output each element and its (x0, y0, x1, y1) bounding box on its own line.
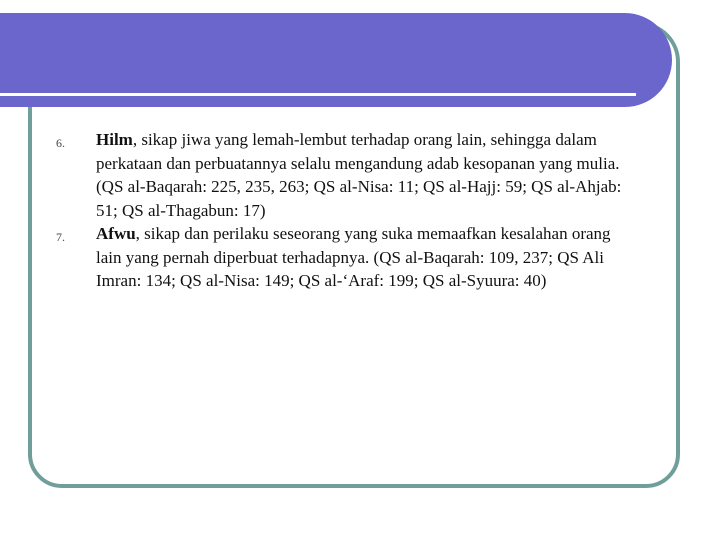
banner-underline (0, 93, 636, 96)
item-text (96, 222, 662, 293)
item-text (96, 128, 662, 222)
list-item (52, 128, 662, 222)
item-number: 7. (56, 230, 65, 244)
item-body: , sikap dan perilaku seseorang yang suka memaafkan kesalahan orang lain yang pernah diperbuat terhadapnya. (QS al-Baqarah: 109, 237; QS Ali Imran: 134; QS al-Nisa: 149; QS al-‘Araf: 199; QS al-Syuura: 40) (96, 224, 611, 290)
slide-content (52, 128, 662, 293)
list-item (52, 222, 662, 293)
header-banner (0, 13, 672, 107)
item-body: , sikap jiwa yang lemah-lembut terhadap orang lain, sehingga dalam perkataan dan perbuatannya selalu mengandung adab kesopanan yang mulia. (QS al-Baqarah: 225, 235, 263; QS al-Nisa: 11; QS al-Hajj: 59; QS al-Ahjab: 51; QS al-Thagabun: 17) (96, 130, 622, 220)
item-term: Hilm (96, 130, 133, 149)
item-term: Afwu (96, 224, 136, 243)
item-number: 6. (56, 136, 65, 150)
